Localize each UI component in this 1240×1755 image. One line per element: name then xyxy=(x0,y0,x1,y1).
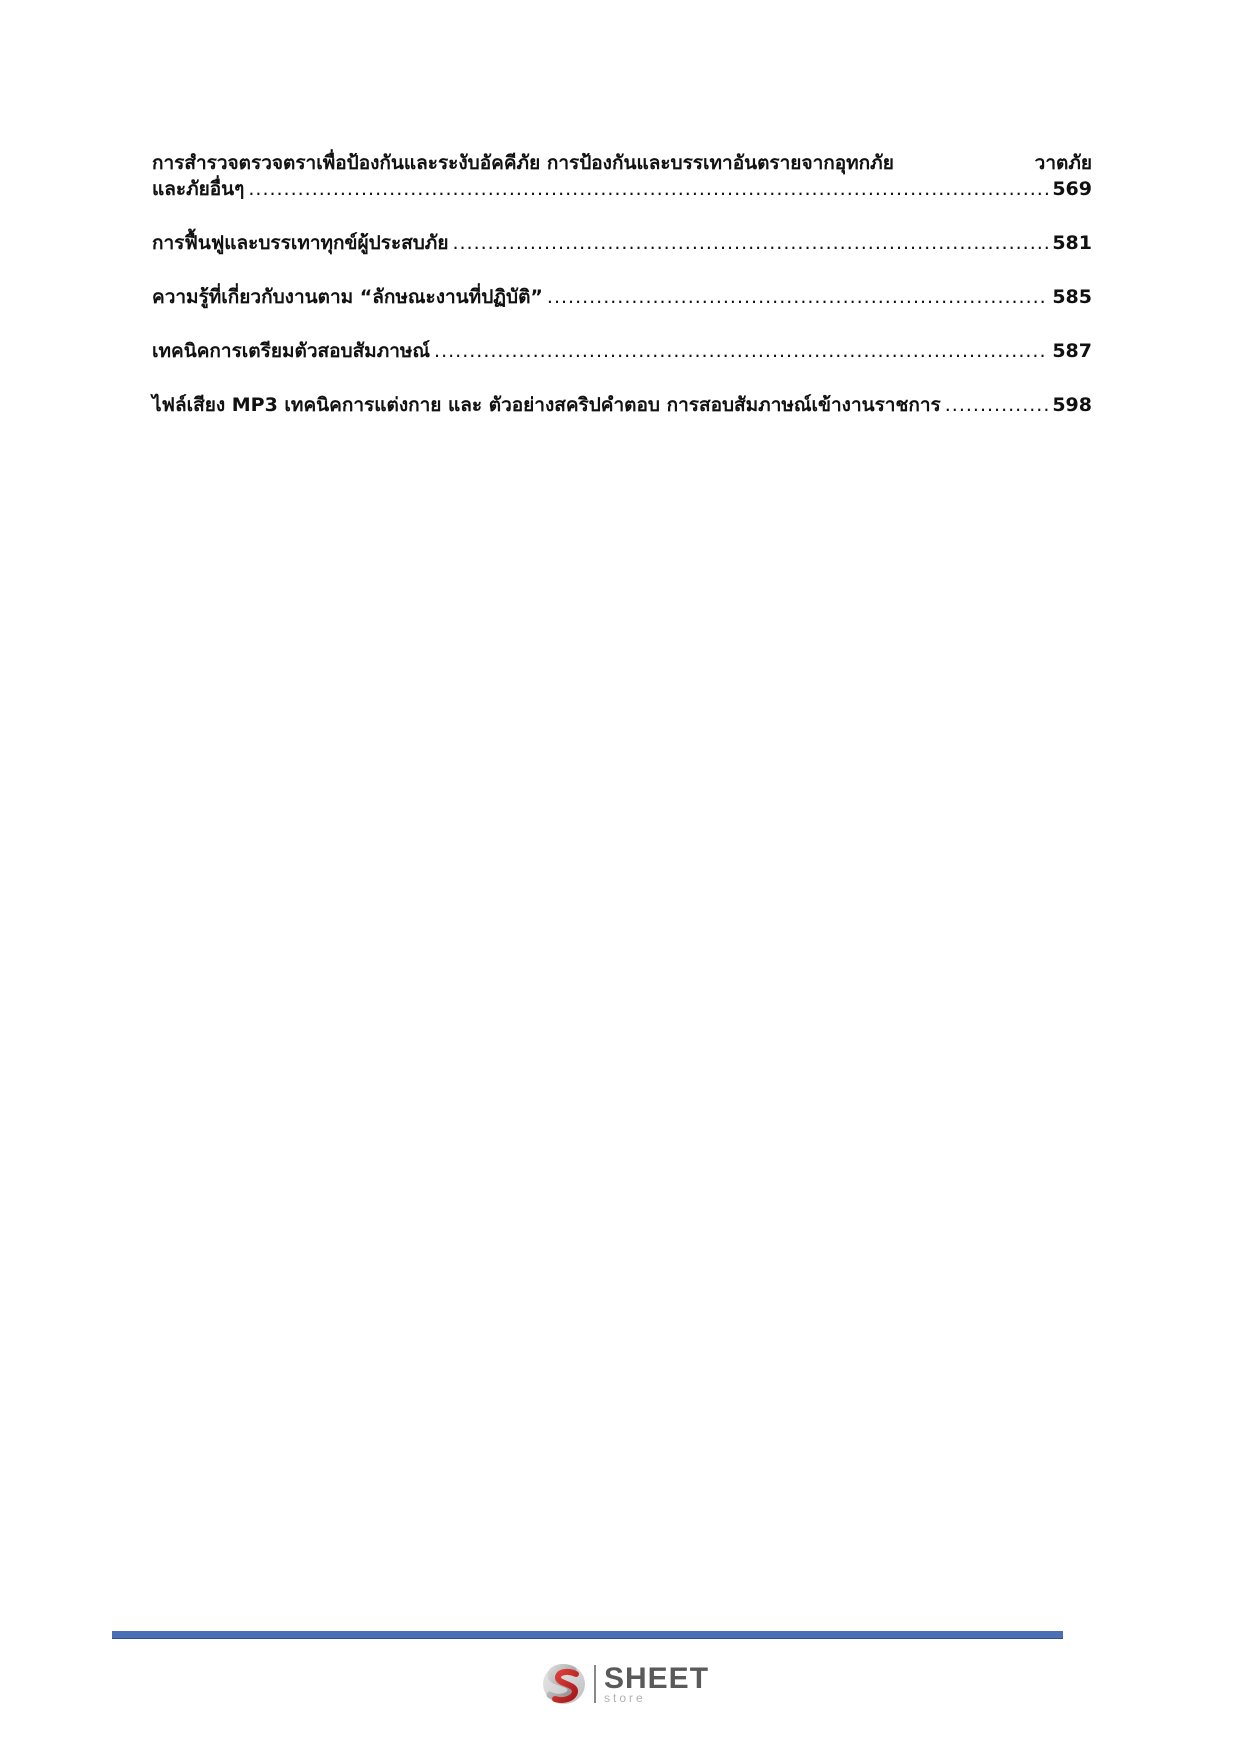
toc-entry-fire-flood-prevention[interactable] xyxy=(152,150,1092,202)
toc-page-number: 569 xyxy=(1052,178,1092,200)
toc-entry-leader-line xyxy=(152,176,1092,202)
brand-subtitle: store xyxy=(604,1691,646,1705)
dot-leader xyxy=(434,338,1048,364)
toc-entry-title: ความรู้ที่เกี่ยวกับงานตาม “ลักษณะงานที่ปฏิบัติ” xyxy=(152,286,543,308)
toc-entry-leader-line xyxy=(152,230,1092,256)
toc-entry-disaster-relief[interactable] xyxy=(152,230,1092,256)
dot-leader xyxy=(547,284,1048,310)
toc-page-number: 587 xyxy=(1052,340,1092,362)
toc-entry-mp3-interview-script[interactable] xyxy=(152,392,1092,418)
toc-entry-title-part1: การสำรวจตรวจตราเพื่อป้องกันและระงับอัคคีภัย การป้องกันและบรรเทาอันตรายจากอุทกภัย xyxy=(152,152,894,174)
brand-wordmark xyxy=(604,1664,709,1704)
toc-entry-leader-line xyxy=(152,284,1092,310)
toc-entry-title: การฟื้นฟูและบรรเทาทุกข์ผู้ประสบภัย xyxy=(152,232,449,254)
dot-leader xyxy=(452,230,1048,256)
toc-entry-title-part2: วาตภัย xyxy=(1034,152,1092,174)
toc-entry-first-line xyxy=(152,150,1092,176)
toc-entry-title-part3: และภัยอื่นๆ xyxy=(152,178,245,200)
toc-entry-job-knowledge[interactable] xyxy=(152,284,1092,310)
table-of-contents xyxy=(152,150,1092,418)
toc-entry-leader-line xyxy=(152,392,1092,418)
toc-page-number: 598 xyxy=(1052,394,1092,416)
toc-entry-title: ไฟล์เสียง MP3 เทคนิคการแต่งกาย และ ตัวอย่างสคริปคำตอบ การสอบสัมภาษณ์เข้างานราชการ xyxy=(152,394,941,416)
toc-entry-leader-line xyxy=(152,338,1092,364)
toc-entry-title: เทคนิคการเตรียมตัวสอบสัมภาษณ์ xyxy=(152,340,431,362)
dot-leader xyxy=(248,176,1048,202)
footer-brand-logo xyxy=(540,1658,709,1710)
sheet-store-logo-icon xyxy=(540,1659,590,1709)
toc-page-number: 581 xyxy=(1052,232,1092,254)
toc-page-number: 585 xyxy=(1052,286,1092,308)
dot-leader xyxy=(945,392,1049,418)
brand-separator xyxy=(594,1665,596,1703)
brand-name: SHEET xyxy=(604,1662,710,1695)
toc-entry-interview-techniques[interactable] xyxy=(152,338,1092,364)
footer-divider xyxy=(112,1631,1063,1639)
